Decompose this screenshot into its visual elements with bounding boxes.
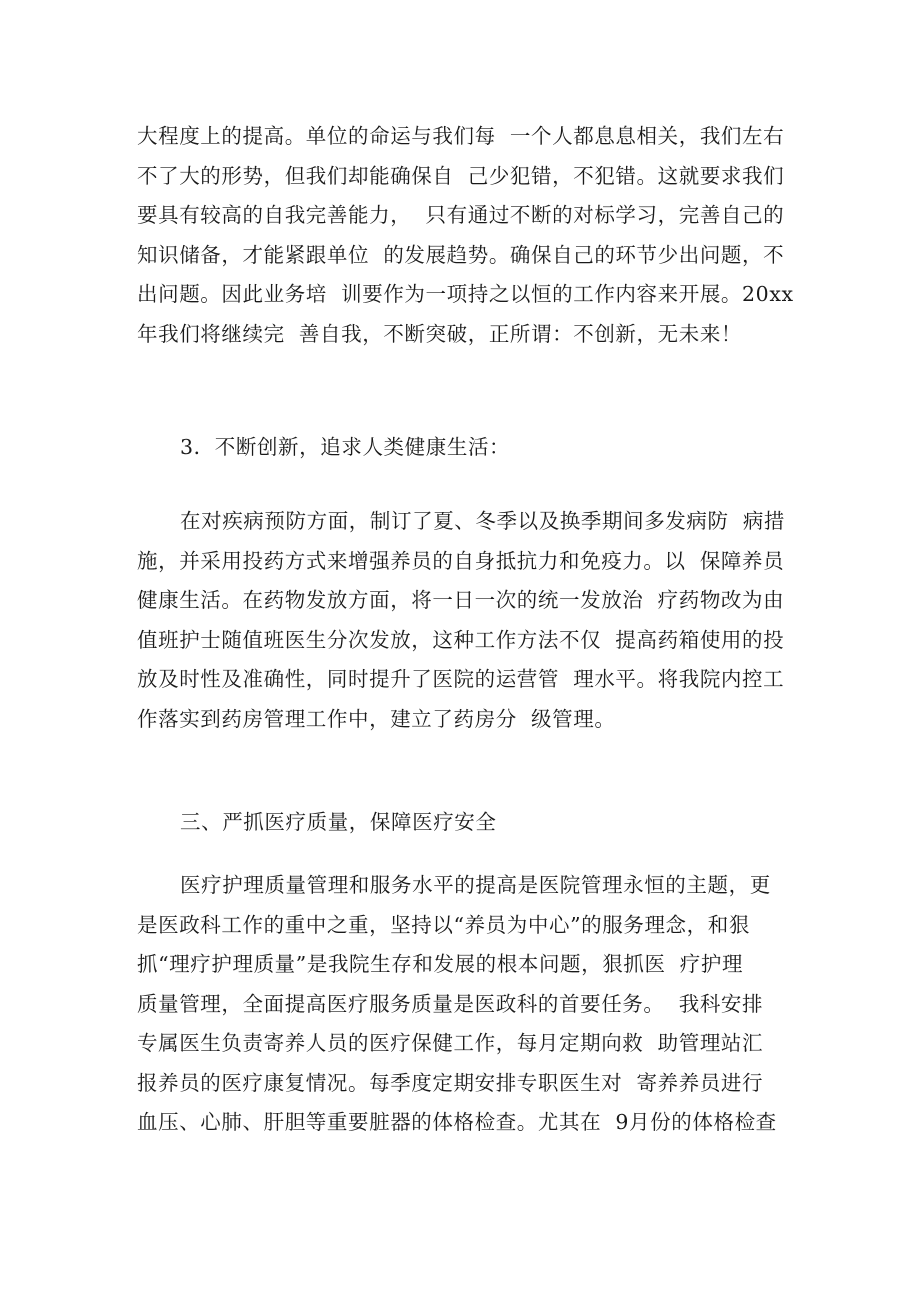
section-heading-medical-quality: 三、严抓医疗质量，保障医疗安全 xyxy=(180,810,497,834)
paragraph-line: 值班护士随值班医生分次发放，这种工作方法不仅 提高药箱使用的投 xyxy=(137,627,785,652)
paragraph-disease-prevention xyxy=(137,502,791,739)
subheading-innovation: 3．不断创新，追求人类健康生活： xyxy=(180,435,511,459)
paragraph-training xyxy=(137,117,794,354)
paragraph-line: 抓“理疗护理质量”是我院生存和发展的根本问题，狠抓医 疗护理 xyxy=(137,952,744,976)
paragraph-line: 出问题。因此业务培 训要作为一项持之以恒的工作内容来开展。20xx xyxy=(137,282,794,306)
paragraph-line: 报养员的医疗康复情况。每季度定期安排专职医生对 寄养养员进行 xyxy=(137,1070,764,1095)
paragraph-line: 健康生活。在药物发放方面，将一日一次的统一发放治 疗药物改为由 xyxy=(137,588,785,612)
paragraph-line: 质量管理，全面提高医疗服务质量是医政科的首要任务。 我科安排 xyxy=(137,991,764,1016)
paragraph-line: 在对疾病预防方面，制订了夏、冬季以及换季期间多发病防 病措 xyxy=(180,509,786,533)
paragraph-line: 血压、心肺、肝胆等重要脏器的体格检查。尤其在 9月份的体格检查 xyxy=(137,1110,777,1134)
paragraph-line: 是医政科工作的重中之重，坚持以“养员为中心”的服务理念，和狠 xyxy=(137,912,750,937)
paragraph-line: 放及时性及准确性，同时提升了医院的运营管 理水平。将我院内控工 xyxy=(137,667,785,691)
paragraph-line: 不了大的形势，但我们却能确保自 己少犯错，不犯错。这就要求我们 xyxy=(137,163,785,188)
paragraph-line: 医疗护理质量管理和服务水平的提高是医院管理永恒的主题，更 xyxy=(180,873,771,897)
paragraph-line: 年我们将继续完 善自我，不断突破，正所谓：不创新，无未来！ xyxy=(137,321,743,346)
paragraph-medical-quality xyxy=(137,866,791,1143)
paragraph-line: 作落实到药房管理工作中，建立了药房分 级管理。 xyxy=(137,706,616,731)
paragraph-line: 知识储备，才能紧跟单位 的发展趋势。确保自己的环节少出问题，不 xyxy=(137,242,785,267)
paragraph-line: 专属医生负责寄养人员的医疗保健工作，每月定期向救 助管理站汇 xyxy=(137,1031,764,1055)
paragraph-line: 施，并采用投药方式来增强养员的自身抵抗力和免疫力。以 保障养员 xyxy=(137,548,785,573)
paragraph-line: 要具有较高的自我完善能力， 只有通过不断的对标学习，完善自己的 xyxy=(137,203,785,227)
paragraph-line: 大程度上的提高。单位的命运与我们每 一个人都息息相关，我们左右 xyxy=(137,124,785,148)
